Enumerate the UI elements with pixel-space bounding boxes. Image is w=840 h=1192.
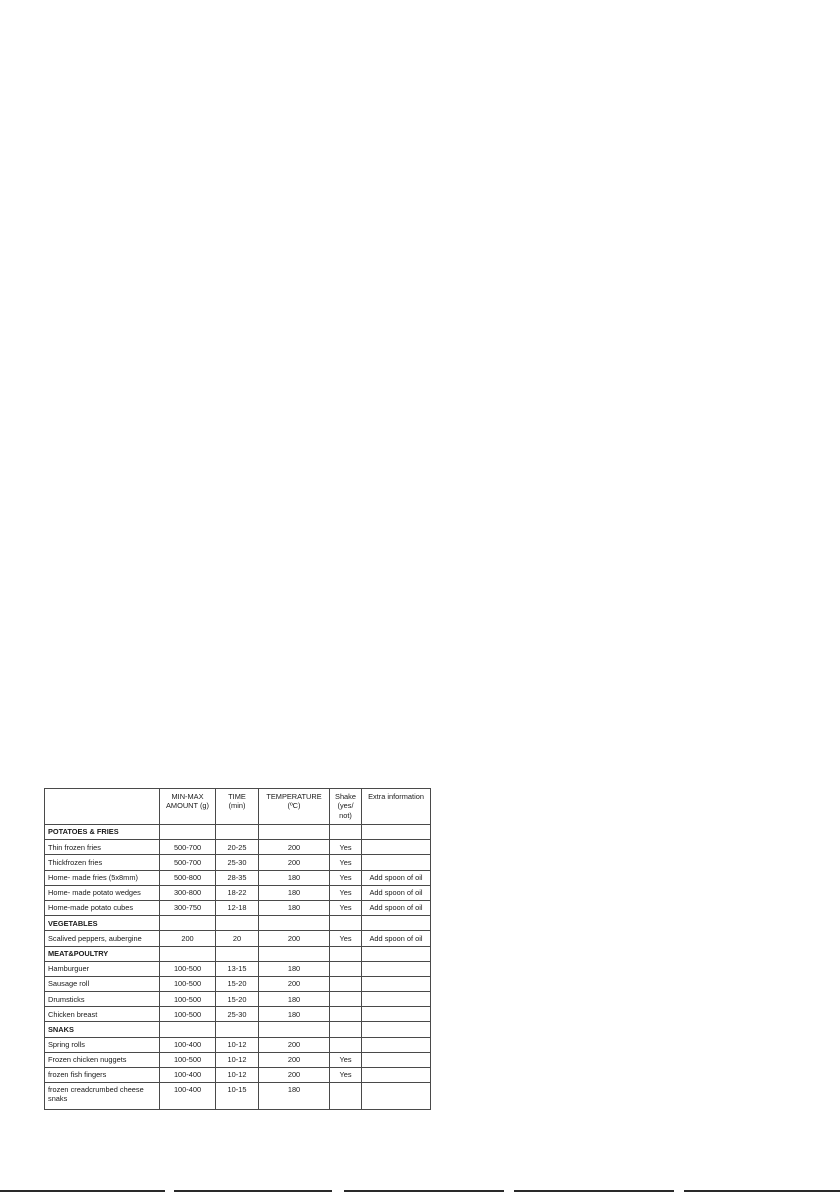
section-title: SNAKS (45, 1022, 160, 1037)
cell-temperature (259, 946, 330, 961)
table-row (45, 931, 431, 946)
cell-food: Hamburguer (45, 961, 160, 976)
cell-amount: 100-400 (160, 1068, 216, 1083)
cell-time: 18-22 (216, 885, 259, 900)
table-row (45, 885, 431, 900)
cell-extra-info: Add spoon of oil (362, 931, 431, 946)
cell-time: 15-20 (216, 976, 259, 991)
table-row (45, 1037, 431, 1052)
cell-shake (330, 976, 362, 991)
cell-shake (330, 825, 362, 840)
cell-extra-info (362, 840, 431, 855)
cell-food: Sausage roll (45, 976, 160, 991)
table-row (45, 1007, 431, 1022)
cell-time: 20 (216, 931, 259, 946)
cell-extra-info: Add spoon of oil (362, 885, 431, 900)
cell-time: 20-25 (216, 840, 259, 855)
cell-temperature: 200 (259, 931, 330, 946)
cell-amount: 500-700 (160, 840, 216, 855)
cell-extra-info (362, 976, 431, 991)
cell-time (216, 1022, 259, 1037)
cell-shake: Yes (330, 931, 362, 946)
cell-shake: Yes (330, 855, 362, 870)
cell-temperature: 180 (259, 900, 330, 915)
cell-food: Thin frozen fries (45, 840, 160, 855)
cell-food: Chicken breast (45, 1007, 160, 1022)
cell-shake: Yes (330, 840, 362, 855)
header-shake: Shake (yes/ not) (330, 789, 362, 825)
cell-time: 25-30 (216, 1007, 259, 1022)
cell-shake (330, 1037, 362, 1052)
cell-extra-info (362, 825, 431, 840)
cell-time (216, 916, 259, 931)
cell-amount: 100-500 (160, 961, 216, 976)
cell-temperature: 200 (259, 1037, 330, 1052)
cell-time (216, 825, 259, 840)
section-title: POTATOES & FRIES (45, 825, 160, 840)
cell-extra-info (362, 1068, 431, 1083)
cell-food: Home-made potato cubes (45, 900, 160, 915)
cell-extra-info (362, 1052, 431, 1067)
cell-food: Home- made potato wedges (45, 885, 160, 900)
cooking-times-table (44, 788, 431, 1110)
table-section-row (45, 916, 431, 931)
cell-extra-info (362, 1022, 431, 1037)
table-section-row (45, 1022, 431, 1037)
cell-time: 15-20 (216, 992, 259, 1007)
cell-extra-info (362, 1007, 431, 1022)
table-row (45, 992, 431, 1007)
cell-temperature: 180 (259, 961, 330, 976)
cell-shake (330, 1083, 362, 1110)
cell-amount: 100-500 (160, 992, 216, 1007)
cell-temperature: 200 (259, 1052, 330, 1067)
table-row (45, 870, 431, 885)
table-row (45, 1052, 431, 1067)
cell-shake (330, 916, 362, 931)
cell-temperature (259, 916, 330, 931)
cell-temperature: 180 (259, 870, 330, 885)
cell-amount: 100-500 (160, 1052, 216, 1067)
cell-temperature (259, 825, 330, 840)
cell-temperature: 180 (259, 992, 330, 1007)
cell-shake: Yes (330, 1068, 362, 1083)
header-extra-info: Extra information (362, 789, 431, 825)
cell-food: Spring rolls (45, 1037, 160, 1052)
header-time: TIME (min) (216, 789, 259, 825)
cell-time: 25-30 (216, 855, 259, 870)
cell-extra-info (362, 946, 431, 961)
cell-temperature (259, 1022, 330, 1037)
cell-extra-info (362, 916, 431, 931)
cell-shake: Yes (330, 885, 362, 900)
cell-amount (160, 916, 216, 931)
cell-shake: Yes (330, 900, 362, 915)
table-section-row (45, 946, 431, 961)
table-row (45, 900, 431, 915)
cell-time: 10-15 (216, 1083, 259, 1110)
cell-extra-info (362, 1083, 431, 1110)
cell-time: 12-18 (216, 900, 259, 915)
cell-shake: Yes (330, 1052, 362, 1067)
cell-food: frozen fish fingers (45, 1068, 160, 1083)
table-header-row (45, 789, 431, 825)
table-row (45, 961, 431, 976)
table-row (45, 855, 431, 870)
cell-extra-info (362, 1037, 431, 1052)
cell-time: 10-12 (216, 1052, 259, 1067)
cell-amount: 100-400 (160, 1083, 216, 1110)
table-row (45, 976, 431, 991)
cell-amount: 100-500 (160, 1007, 216, 1022)
cell-extra-info (362, 992, 431, 1007)
cell-amount: 200 (160, 931, 216, 946)
cell-temperature: 200 (259, 1068, 330, 1083)
cell-time: 10-12 (216, 1037, 259, 1052)
cell-time: 13-15 (216, 961, 259, 976)
cell-amount: 100-500 (160, 976, 216, 991)
cell-temperature: 180 (259, 1083, 330, 1110)
cell-food: Home- made fries (5x8mm) (45, 870, 160, 885)
header-temperature: TEMPERATURE (ºC) (259, 789, 330, 825)
cell-amount (160, 946, 216, 961)
cell-shake (330, 946, 362, 961)
table-row (45, 840, 431, 855)
cell-food: Scalived peppers, aubergine (45, 931, 160, 946)
cell-amount (160, 1022, 216, 1037)
cell-extra-info: Add spoon of oil (362, 870, 431, 885)
cell-temperature: 180 (259, 1007, 330, 1022)
cell-shake (330, 961, 362, 976)
cell-food: Frozen chicken nuggets (45, 1052, 160, 1067)
cell-food: frozen creadcrumbed cheese snaks (45, 1083, 160, 1110)
cell-extra-info: Add spoon of oil (362, 900, 431, 915)
cell-extra-info (362, 855, 431, 870)
cell-amount: 300-800 (160, 885, 216, 900)
section-title: MEAT&POULTRY (45, 946, 160, 961)
cell-amount (160, 825, 216, 840)
cell-time: 10-12 (216, 1068, 259, 1083)
cell-amount: 300-750 (160, 900, 216, 915)
cell-food: Thickfrozen fries (45, 855, 160, 870)
cell-temperature: 200 (259, 976, 330, 991)
cell-amount: 100-400 (160, 1037, 216, 1052)
cell-time (216, 946, 259, 961)
cell-shake: Yes (330, 870, 362, 885)
cell-temperature: 180 (259, 885, 330, 900)
cell-temperature: 200 (259, 840, 330, 855)
cell-amount: 500-700 (160, 855, 216, 870)
section-title: VEGETABLES (45, 916, 160, 931)
cell-food: Drumsticks (45, 992, 160, 1007)
header-food (45, 789, 160, 825)
cell-shake (330, 1007, 362, 1022)
table-row (45, 1068, 431, 1083)
cell-shake (330, 992, 362, 1007)
cell-shake (330, 1022, 362, 1037)
table-row (45, 1083, 431, 1110)
table-section-row (45, 825, 431, 840)
cell-extra-info (362, 961, 431, 976)
header-amount: MIN-MAX AMOUNT (g) (160, 789, 216, 825)
table-body (45, 825, 431, 1110)
cell-amount: 500-800 (160, 870, 216, 885)
cell-temperature: 200 (259, 855, 330, 870)
cell-time: 28-35 (216, 870, 259, 885)
